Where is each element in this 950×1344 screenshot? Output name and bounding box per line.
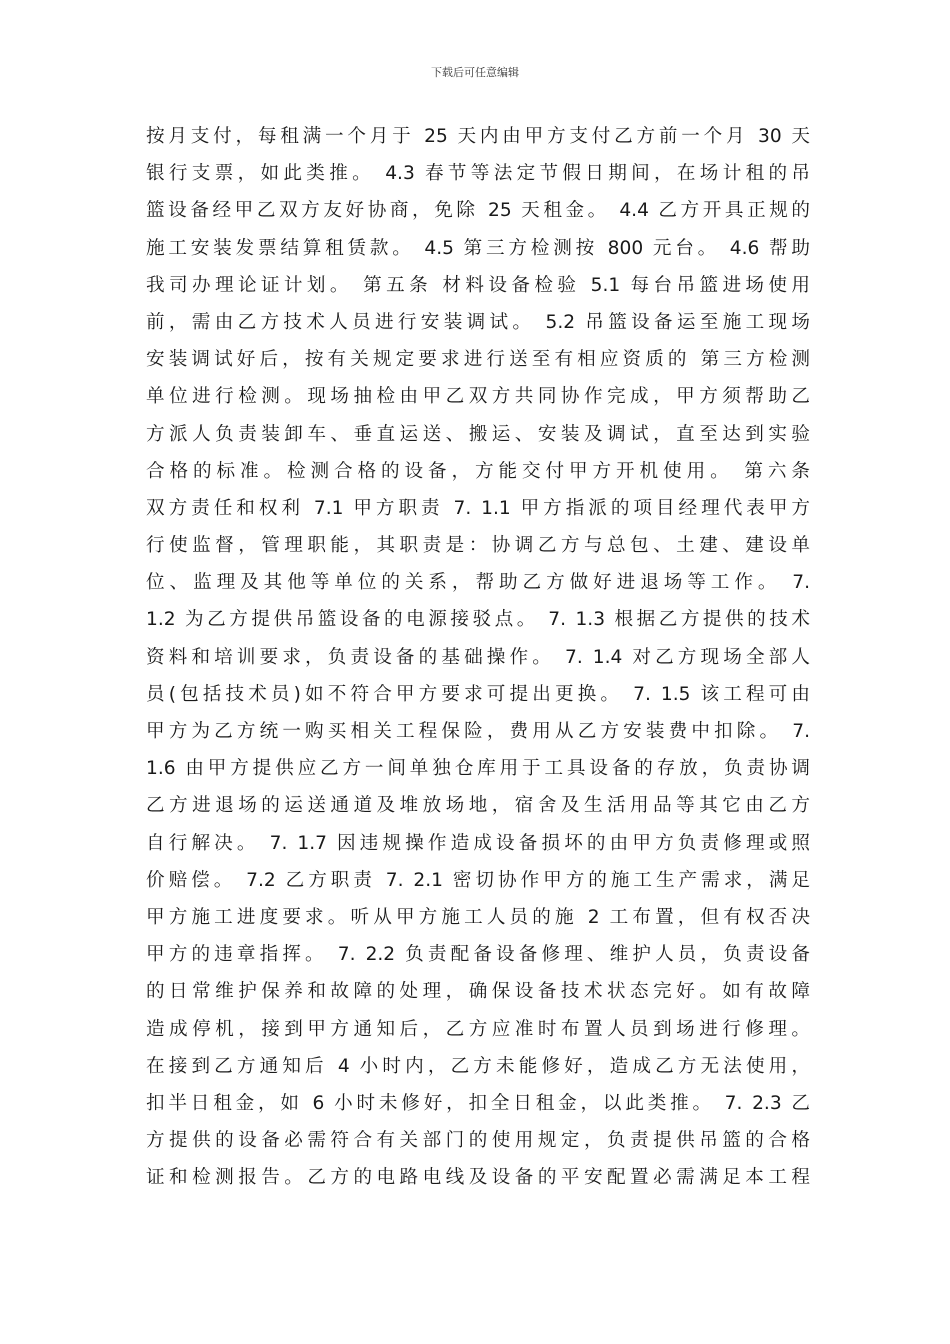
body-line: 行使监督，管理职能，其职责是：协调乙方与总包、土建、建设单 (146, 535, 810, 557)
body-line: 自行解决。 7. 1.7 因违规操作造成设备损坏的由甲方负责修理或照 (146, 832, 810, 854)
page-header: 下载后可任意编辑 (431, 66, 519, 79)
body-line: 前，需由乙方技术人员进行安装调试。 5.2 吊篮设备运至施工现场 (146, 311, 810, 333)
body-line: 位、监理及其他等单位的关系，帮助乙方做好进退场等工作。 7. (146, 572, 810, 594)
body-line: 甲方为乙方统一购买相关工程保险，费用从乙方安装费中扣除。 7. (146, 721, 810, 742)
body-line: 甲方施工进度要求。听从甲方施工人员的施 2 工布置，但有权否决 (146, 906, 810, 928)
body-line: 双方责任和权利 7.1 甲方职责 7. 1.1 甲方指派的项目经理代表甲方 (146, 497, 810, 519)
body-line: 的日常维护保养和故障的处理，确保设备技术状态完好。如有故障 (146, 981, 810, 1003)
body-line: 施工安装发票结算租赁款。 4.5 第三方检测按 800 元台。 4.6 帮助 (146, 237, 811, 259)
body-line: 篮设备经甲乙双方友好协商，免除 25 天租金。 4.4 乙方开具正规的 (146, 200, 810, 222)
body-line: 方提供的设备必需符合有关部门的使用规定，负责提供吊篮的合格 (146, 1130, 810, 1152)
body-line: 造成停机，接到甲方通知后，乙方应准时布置人员到场进行修理。 (146, 1018, 810, 1040)
body-line: 资料和培训要求，负责设备的基础操作。 7. 1.4 对乙方现场全部人 (146, 646, 810, 668)
body-line: 甲方的违章指挥。 7. 2.2 负责配备设备修理、维护人员，负责设备 (146, 944, 810, 966)
body-line: 安装调试好后，按有关规定要求进行送至有相应资质的 第三方检测 (146, 349, 810, 371)
body-line: 我司办理论证计划。 第五条 材料设备检验 5.1 每台吊篮进场使用 (146, 274, 810, 296)
body-line: 1.2 为乙方提供吊篮设备的电源接驳点。 7. 1.3 根据乙方提供的技术 (146, 609, 810, 631)
body-line: 合格的标准。检测合格的设备，方能交付甲方开机使用。 第六条 (146, 460, 810, 482)
body-line: 扣半日租金，如 6 小时未修好，扣全日租金，以此类推。 7. 2.3 乙 (146, 1092, 810, 1114)
body-line: 1.6 由甲方提供应乙方一间单独仓库用于工具设备的存放，负责协调 (146, 758, 810, 780)
body-line: 员(包括技术员)如不符合甲方要求可提出更换。 7. 1.5 该工程可由 (146, 683, 810, 705)
body-line: 单位进行检测。现场抽检由甲乙双方共同协作完成，甲方须帮助乙 (146, 386, 810, 408)
body-line: 方派人负责装卸车、垂直运送、搬运、安装及调试，直至达到实验 (146, 423, 810, 445)
body-line: 按月支付，每租满一个月于 25 天内由甲方支付乙方前一个月 30 天 (146, 126, 810, 147)
body-line: 乙方进退场的运送通道及堆放场地，宿舍及生活用品等其它由乙方 (146, 795, 810, 817)
body-line: 价赔偿。 7.2 乙方职责 7. 2.1 密切协作甲方的施工生产需求，满足 (146, 869, 810, 891)
body-line: 银行支票，如此类推。 4.3 春节等法定节假日期间，在场计租的吊 (146, 163, 810, 185)
document-body (146, 118, 810, 1196)
body-line: 在接到乙方通知后 4 小时内，乙方未能修好，造成乙方无法使用， (146, 1055, 810, 1077)
body-line: 证和检测报告。乙方的电路电线及设备的平安配置必需满足本工程 (146, 1167, 810, 1189)
